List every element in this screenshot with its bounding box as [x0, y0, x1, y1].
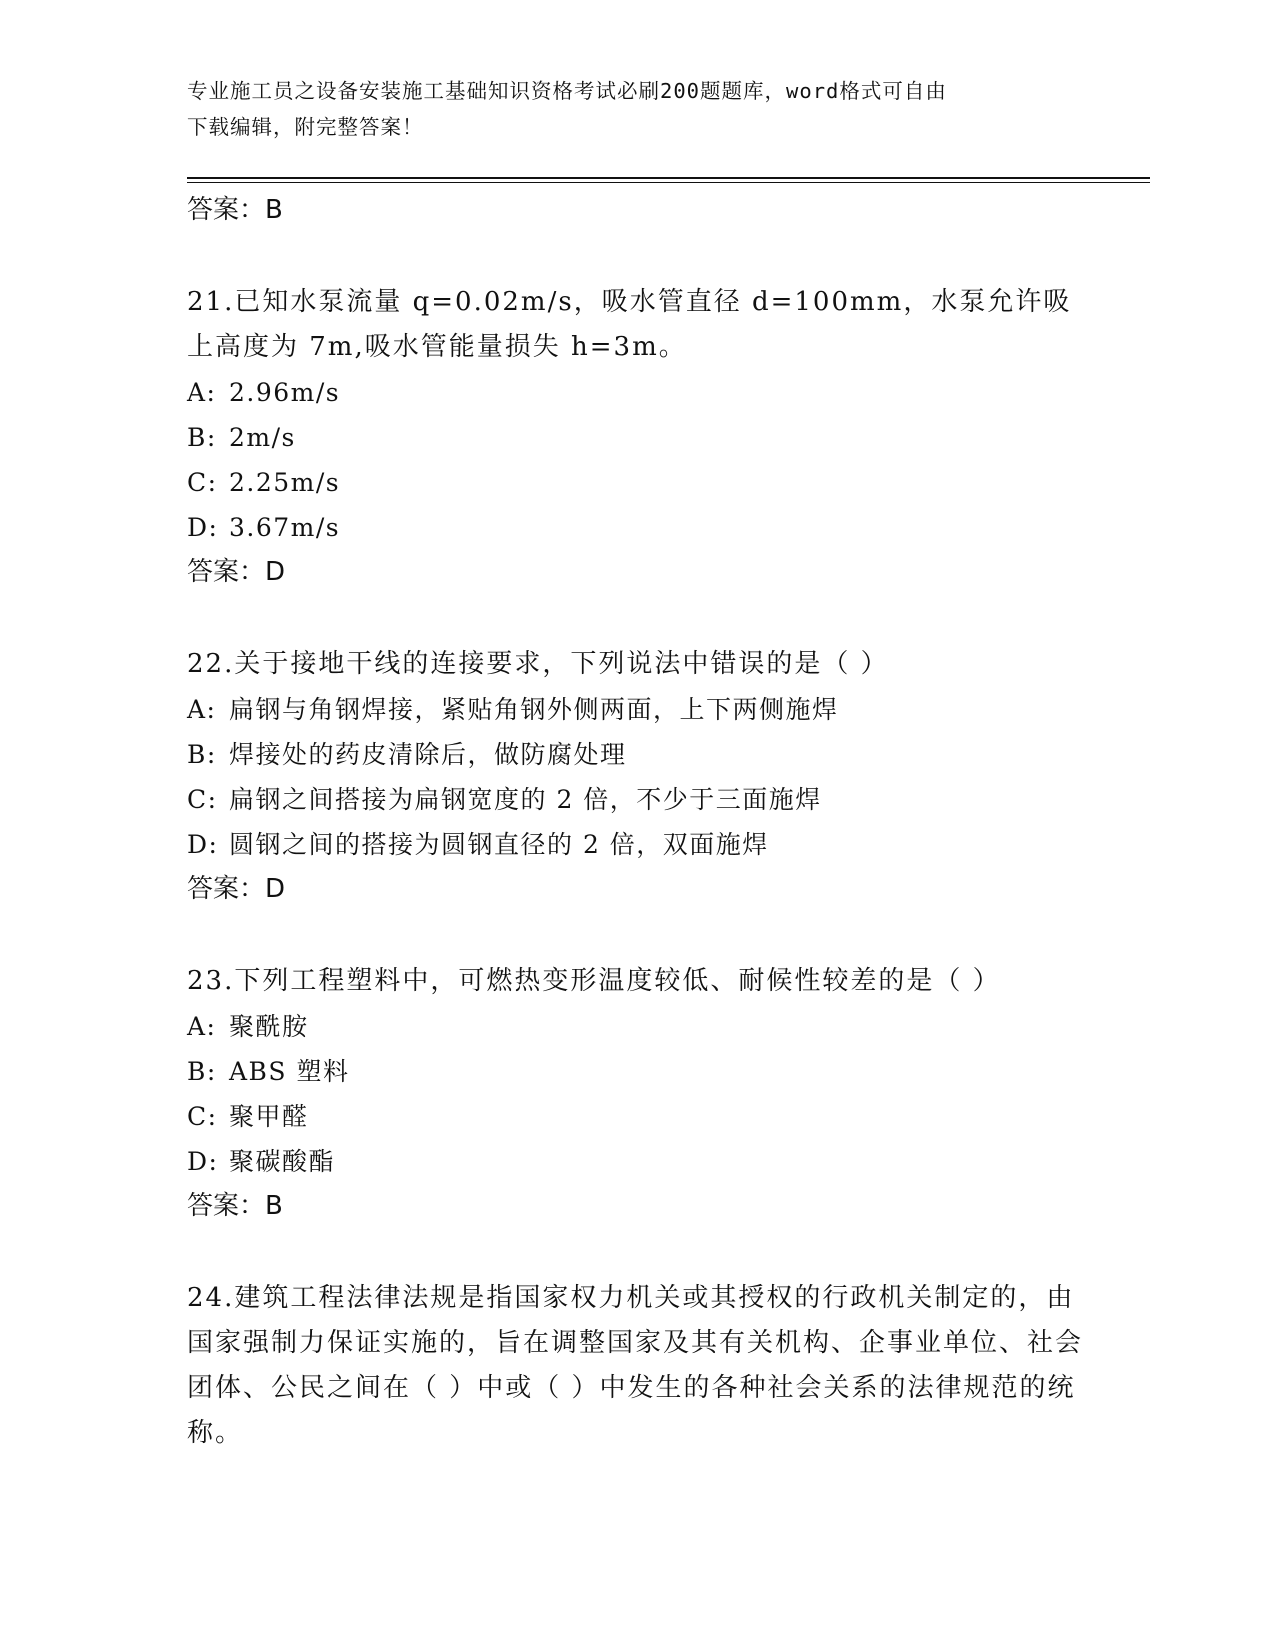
header-divider-thin: [187, 182, 1150, 183]
answer-line: 答案：D: [187, 557, 286, 587]
option-letter: C:: [187, 468, 218, 497]
option-text: 2.25m/s: [229, 468, 341, 497]
answer-line: 答案：B: [187, 1191, 283, 1221]
question-stem: 21.已知水泵流量 q=0.02m/s，吸水管直径 d=100mm，水泵允许吸上高度为 7m,吸水管能量损失 h=3m。: [187, 287, 1072, 362]
option-d: [187, 1139, 1087, 1184]
answer-line: 答案：D: [187, 874, 286, 904]
document-header: [187, 73, 1067, 145]
option-d: [187, 505, 1087, 550]
question-block: [187, 959, 1087, 1229]
question-stem: 23.下列工程塑料中，可燃热变形温度较低、耐候性较差的是（ ）: [187, 966, 1001, 996]
option-letter: A:: [187, 695, 217, 724]
option-text: 聚酰胺: [229, 1012, 309, 1041]
option-c: [187, 777, 1087, 822]
option-text: 3.67m/s: [229, 513, 341, 542]
header-line-2: 下载编辑，附完整答案！: [187, 115, 424, 139]
option-c: [187, 460, 1087, 505]
option-letter: A:: [187, 1012, 217, 1041]
option-d: [187, 822, 1087, 867]
option-text: 焊接处的药皮清除后，做防腐处理: [229, 740, 627, 769]
option-a: [187, 687, 1087, 732]
document-body: [187, 188, 1087, 1456]
option-text: ABS 塑料: [229, 1057, 350, 1086]
question-stem: 22.关于接地干线的连接要求，下列说法中错误的是（ ）: [187, 649, 889, 679]
header-line-1: 专业施工员之设备安装施工基础知识资格考试必刷200题题库，word格式可自由: [187, 79, 947, 103]
option-letter: C:: [187, 1102, 218, 1131]
option-text: 扁钢之间搭接为扁钢宽度的 2 倍，不少于三面施焊: [229, 785, 822, 814]
question-block: [187, 642, 1087, 912]
option-c: [187, 1094, 1087, 1139]
question-block: [187, 280, 1087, 595]
option-a: [187, 370, 1087, 415]
question-stem: 24.建筑工程法律法规是指国家权力机关或其授权的行政机关制定的，由国家强制力保证实施的，旨在调整国家及其有关机构、企事业单位、社会团体、公民之间在（ ）中或（ ）中发生的各种社会关系的法律规范的统称。: [187, 1283, 1084, 1448]
option-text: 圆钢之间的搭接为圆钢直径的 2 倍，双面施焊: [229, 830, 769, 859]
option-letter: D:: [187, 513, 219, 542]
option-letter: B:: [187, 1057, 217, 1086]
option-b: [187, 1049, 1087, 1094]
option-b: [187, 732, 1087, 777]
option-letter: A:: [187, 378, 217, 407]
option-letter: D:: [187, 830, 219, 859]
option-letter: D:: [187, 1147, 219, 1176]
option-text: 聚碳酸酯: [229, 1147, 336, 1176]
header-divider: [187, 177, 1150, 179]
option-b: [187, 415, 1087, 460]
option-letter: C:: [187, 785, 218, 814]
question-block: [187, 1276, 1087, 1456]
option-text: 扁钢与角钢焊接，紧贴角钢外侧两面，上下两侧施焊: [229, 695, 839, 724]
option-a: [187, 1004, 1087, 1049]
option-text: 2.96m/s: [229, 378, 341, 407]
answer-line: 答案：B: [187, 195, 283, 225]
option-text: 2m/s: [229, 423, 296, 452]
option-letter: B:: [187, 740, 217, 769]
option-letter: B:: [187, 423, 217, 452]
option-text: 聚甲醛: [229, 1102, 309, 1131]
